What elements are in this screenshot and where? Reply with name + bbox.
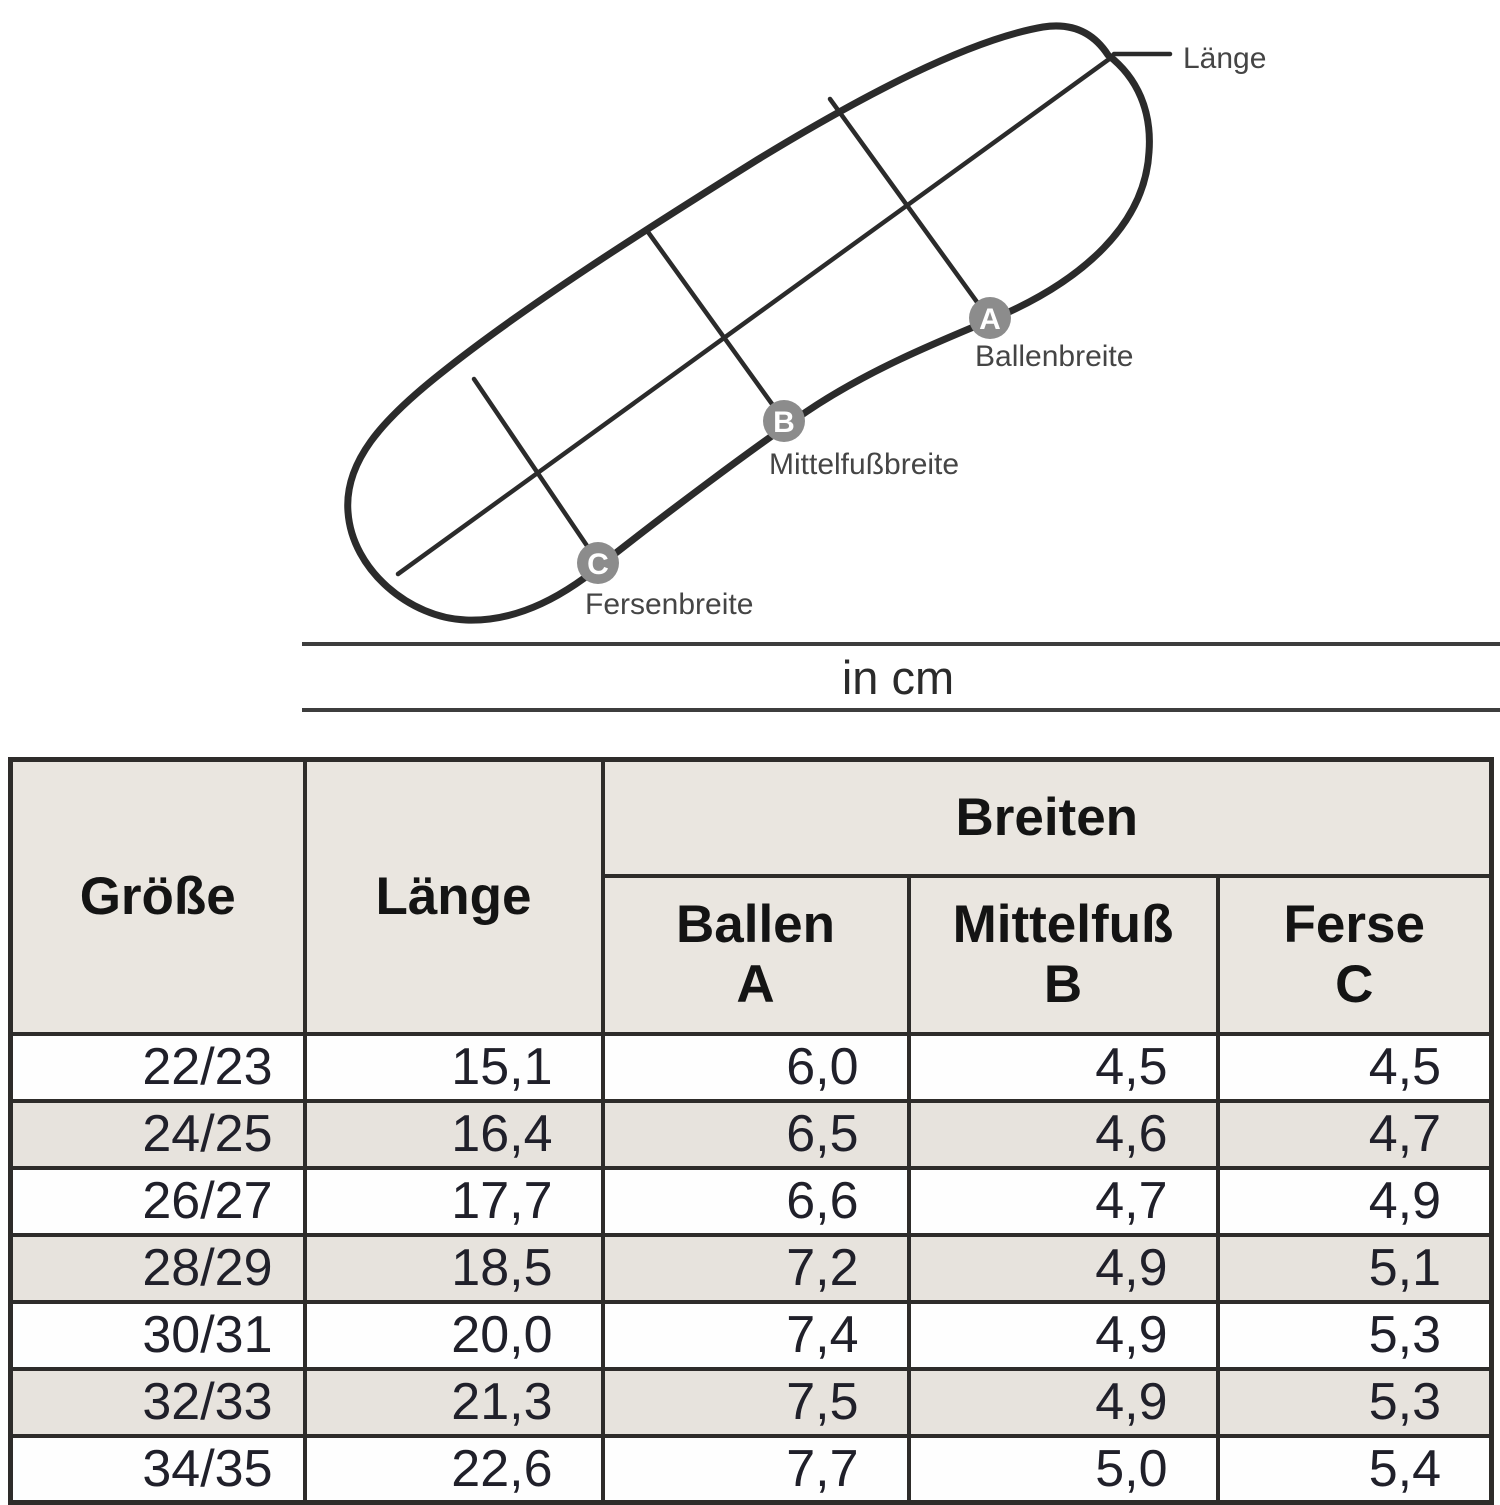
unit-caption: in cm [841, 651, 955, 704]
cell-midfoot: 4,9 [909, 1369, 1218, 1436]
heel-marker-badge [577, 542, 619, 584]
column-header-ball-label: Ballen [675, 895, 836, 955]
cell-heel: 4,7 [1218, 1101, 1492, 1168]
cell-ball: 7,5 [603, 1369, 909, 1436]
cell-heel: 5,1 [1218, 1235, 1492, 1302]
table-row [11, 1369, 1492, 1436]
midfoot-marker-badge [763, 400, 805, 442]
cell-ball: 7,7 [603, 1436, 909, 1503]
heel-width-label: Fersenbreite [585, 588, 754, 621]
cell-length: 22,6 [305, 1436, 603, 1503]
cell-length: 15,1 [305, 1034, 603, 1101]
cell-size: 24/25 [11, 1101, 305, 1168]
column-header-heel-letter: C [1335, 954, 1374, 1014]
cell-heel: 5,3 [1218, 1302, 1492, 1369]
column-header-ball [603, 876, 909, 1034]
cell-length: 17,7 [305, 1168, 603, 1235]
column-header-size: Größe [11, 760, 305, 1034]
cell-ball: 6,6 [603, 1168, 909, 1235]
cell-length: 21,3 [305, 1369, 603, 1436]
midfoot-marker-letter: B [773, 406, 795, 439]
cell-length: 16,4 [305, 1101, 603, 1168]
cell-size: 28/29 [11, 1235, 305, 1302]
length-label: Länge [1183, 42, 1267, 75]
column-header-midfoot [909, 876, 1218, 1034]
cell-midfoot: 4,9 [909, 1235, 1218, 1302]
column-header-midfoot-letter: B [1043, 954, 1083, 1014]
cell-size: 22/23 [11, 1034, 305, 1101]
table-row [11, 1034, 1492, 1101]
cell-heel: 5,3 [1218, 1369, 1492, 1436]
ball-marker-letter: A [979, 303, 1001, 336]
table-row [11, 1302, 1492, 1369]
cell-ball: 6,5 [603, 1101, 909, 1168]
cell-ball: 7,4 [603, 1302, 909, 1369]
cell-midfoot: 4,6 [909, 1101, 1218, 1168]
column-header-ball-letter: A [736, 954, 775, 1014]
heel-marker-letter: C [587, 548, 609, 581]
column-header-heel [1218, 876, 1492, 1034]
cell-ball: 7,2 [603, 1235, 909, 1302]
cell-midfoot: 4,7 [909, 1168, 1218, 1235]
table-row [11, 1168, 1492, 1235]
table-row [11, 1436, 1492, 1503]
cell-midfoot: 5,0 [909, 1436, 1218, 1503]
cell-length: 18,5 [305, 1235, 603, 1302]
cell-size: 26/27 [11, 1168, 305, 1235]
table-row [11, 1235, 1492, 1302]
table-row [11, 1101, 1492, 1168]
column-header-length: Länge [305, 760, 603, 1034]
column-header-midfoot-label: Mittelfuß [952, 895, 1174, 955]
ball-marker-badge [969, 297, 1011, 339]
column-header-heel-label: Ferse [1283, 895, 1425, 955]
cell-heel: 5,4 [1218, 1436, 1492, 1503]
cell-midfoot: 4,5 [909, 1034, 1218, 1101]
cell-heel: 4,5 [1218, 1034, 1492, 1101]
cell-size: 30/31 [11, 1302, 305, 1369]
column-group-header-widths: Breiten [603, 760, 1492, 876]
cell-length: 20,0 [305, 1302, 603, 1369]
cell-heel: 4,9 [1218, 1168, 1492, 1235]
ball-width-label: Ballenbreite [975, 340, 1134, 373]
cell-size: 32/33 [11, 1369, 305, 1436]
cell-size: 34/35 [11, 1436, 305, 1503]
cell-midfoot: 4,9 [909, 1302, 1218, 1369]
midfoot-width-label: Mittelfußbreite [769, 448, 960, 481]
size-chart-table [8, 757, 1494, 1505]
cell-ball: 6,0 [603, 1034, 909, 1101]
